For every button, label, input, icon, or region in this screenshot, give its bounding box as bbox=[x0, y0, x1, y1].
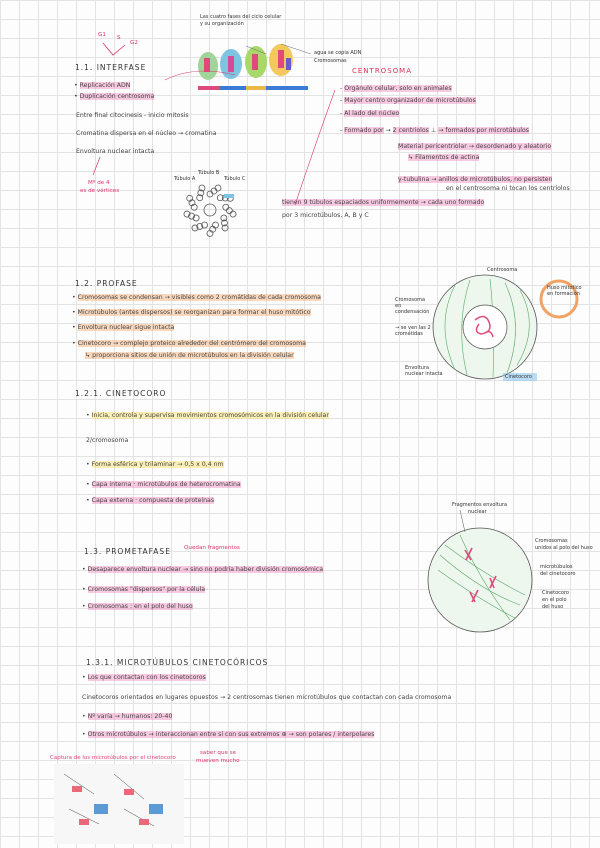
figure-caption-2: y su organización bbox=[200, 21, 244, 27]
interfase-item: • Duplicación centrosoma bbox=[74, 93, 155, 100]
centrosoma-material: Material pericentriolar → desordenado y aleatorio bbox=[398, 143, 552, 150]
micro-item: • Los que contactan con los cinetocoros bbox=[82, 674, 206, 681]
cycle-g1: G1 bbox=[98, 32, 106, 38]
cinetocoro-item: 2/cromosoma bbox=[86, 437, 129, 444]
micro-capture-figure bbox=[54, 764, 184, 844]
cycle-g2: G2 bbox=[130, 40, 138, 46]
label-cromosoma: Cromosoma en condensación bbox=[395, 297, 430, 315]
prometafase-item: • Cromosomas "dispersos" por la célula bbox=[82, 586, 206, 593]
centrosoma-item: - Formado por → 2 centriolos ⊥ → formados por microtúbulos bbox=[340, 127, 529, 134]
centrosoma-title: CENTROSOMA bbox=[352, 67, 412, 75]
label-cinetocoro: Cinetocoro bbox=[505, 374, 532, 380]
cinetocoro-item: • Forma esférica y trilaminar → 0,5 x 0,4 nm bbox=[86, 461, 224, 468]
label-crom-1: Cromosomas bbox=[535, 538, 568, 544]
interfase-note: es de vértices bbox=[80, 188, 120, 194]
profase-item: • Microtúbulos (antes dispersos) se reorganizan para formar el huso mitótico bbox=[72, 309, 311, 316]
label-micro-1: microtúbulos bbox=[540, 564, 573, 570]
figure-label-b: Cromosomas bbox=[314, 58, 347, 64]
figure-label-a: agua se copia ADN bbox=[314, 50, 362, 56]
prometafase-item: • Desaparece envoltura nuclear → sino no podría haber división cromosómica bbox=[82, 566, 324, 573]
micro-item: Cinetocoros orientados en lugares opuestos → 2 centrosomas tienen microtúbulos que contactan con cada cromosoma bbox=[82, 694, 452, 701]
label-frag-1: Fragmentos envoltura bbox=[452, 502, 508, 508]
interfase-title: 1.1. INTERFASE bbox=[75, 63, 147, 72]
note-arrow bbox=[88, 155, 108, 185]
micro-note-2: mueven mucho bbox=[196, 758, 240, 764]
cinetocoro-title: 1.2.1. CINETOCORO bbox=[75, 389, 167, 398]
cycle-arrows bbox=[93, 35, 153, 60]
prometafase-cell-drawing bbox=[410, 500, 585, 640]
figure-caption-1: Las cuatro fases del ciclo celular bbox=[200, 14, 282, 20]
cinetocoro-item: • Inicia, controla y supervisa movimientos cromosómicos en la división celular bbox=[86, 412, 329, 419]
fig-label-tubulo-b: Túbulo B bbox=[198, 170, 220, 176]
profase-item: ↳ proporciona sitios de unión de microtúbulos en la división celular bbox=[85, 352, 294, 359]
micro-capture-caption: Captura de los microtúbulos por el cinetocoro bbox=[50, 755, 176, 761]
centrosoma-item: - Mayor centro organizador de microtúbulos bbox=[340, 97, 476, 104]
interfase-item: Envoltura nuclear intacta bbox=[76, 148, 155, 155]
cycle-s: S bbox=[117, 35, 121, 41]
profase-item: • Envoltura nuclear sigue intacta bbox=[72, 324, 175, 331]
centrosoma-item: - Al lado del núcleo bbox=[340, 110, 400, 117]
label-se-ven: → se ven las 2 cromátidas bbox=[395, 325, 431, 337]
micro-item: • Otros microtúbulos → interaccionan entre sí con sus extremos ⊕ → son polares / interpolares bbox=[82, 731, 375, 738]
centriole-drawing bbox=[168, 170, 258, 240]
cinetocoro-item: • Capa externa · compuesta de proteínas bbox=[86, 497, 215, 504]
micro-note-1: saber que se bbox=[200, 750, 237, 756]
label-cen-1: Cinetocoro bbox=[542, 590, 569, 596]
fig-label-tubulo-c: Túbulo C bbox=[224, 176, 246, 182]
profase-title: 1.2. PROFASE bbox=[75, 279, 138, 288]
label-crom-2: unidos al polo del huso bbox=[535, 545, 593, 551]
label-centrosoma: Centrosoma bbox=[487, 267, 518, 273]
profase-item: • Cinetocoro → complejo proteico alrededor del centrómero del cromosoma bbox=[72, 340, 306, 347]
centrosoma-material-sub: ↳ Filamentos de actina bbox=[408, 154, 480, 161]
prometafase-figure bbox=[410, 500, 593, 640]
label-envoltura: Envoltura nuclear intacta bbox=[405, 365, 443, 377]
centrosoma-tubulina: γ-tubulina → anillos de microtúbulos, no persisten bbox=[398, 176, 553, 183]
prometafase-item: • Cromosomas : en el polo del huso bbox=[82, 603, 193, 610]
label-micro-2: del cinetocoro bbox=[540, 571, 576, 577]
centriole-figure bbox=[168, 170, 258, 240]
interfase-item: Entre final citocinesis - inicio mitosis bbox=[76, 112, 189, 119]
micro-title: 1.3.1. MICROTÚBULOS CINETOCÓRICOS bbox=[86, 658, 269, 667]
centrosoma-arrows bbox=[255, 85, 455, 185]
prometafase-note: Quedan fragmentos bbox=[184, 545, 240, 551]
label-cen-2: en el polo bbox=[542, 597, 567, 603]
label-huso: Huso mitótico en formación bbox=[547, 285, 582, 297]
centrosoma-tubulos-2: por 3 microtúbulos, A, B y C bbox=[282, 212, 369, 219]
fig-label-tubulo-a: Túbulo A bbox=[174, 176, 196, 182]
profase-item: • Cromosomas se condensan → visibles como 2 cromátidas de cada cromosoma bbox=[72, 294, 321, 301]
prometafase-title: 1.3. PROMETAFASE bbox=[84, 547, 171, 556]
label-cen-3: del huso bbox=[542, 604, 564, 610]
profase-figure bbox=[395, 265, 585, 390]
interfase-item: Cromatina dispersa en el núcleo → cromatina bbox=[76, 130, 217, 137]
interfase-item: • Replicación ADN bbox=[74, 82, 131, 89]
centrosoma-tubulos: tienen 9 túbulos espaciados uniformemente → cada uno formado bbox=[282, 199, 485, 206]
label-frag-2: nuclear bbox=[468, 509, 487, 515]
micro-capture-drawing bbox=[54, 764, 184, 844]
centrosoma-item: - Orgánulo celular, solo en animales bbox=[340, 85, 452, 92]
micro-item: • Nº varía → humanos: 20-40 bbox=[82, 713, 173, 720]
centrosoma-tubulina-2: en el centrosoma ni tocan los centríolos bbox=[446, 185, 570, 192]
cinetocoro-item: • Capa interna · microtúbulos de heterocromatina bbox=[86, 481, 241, 488]
interfase-note: Mº de 4 bbox=[88, 180, 110, 186]
